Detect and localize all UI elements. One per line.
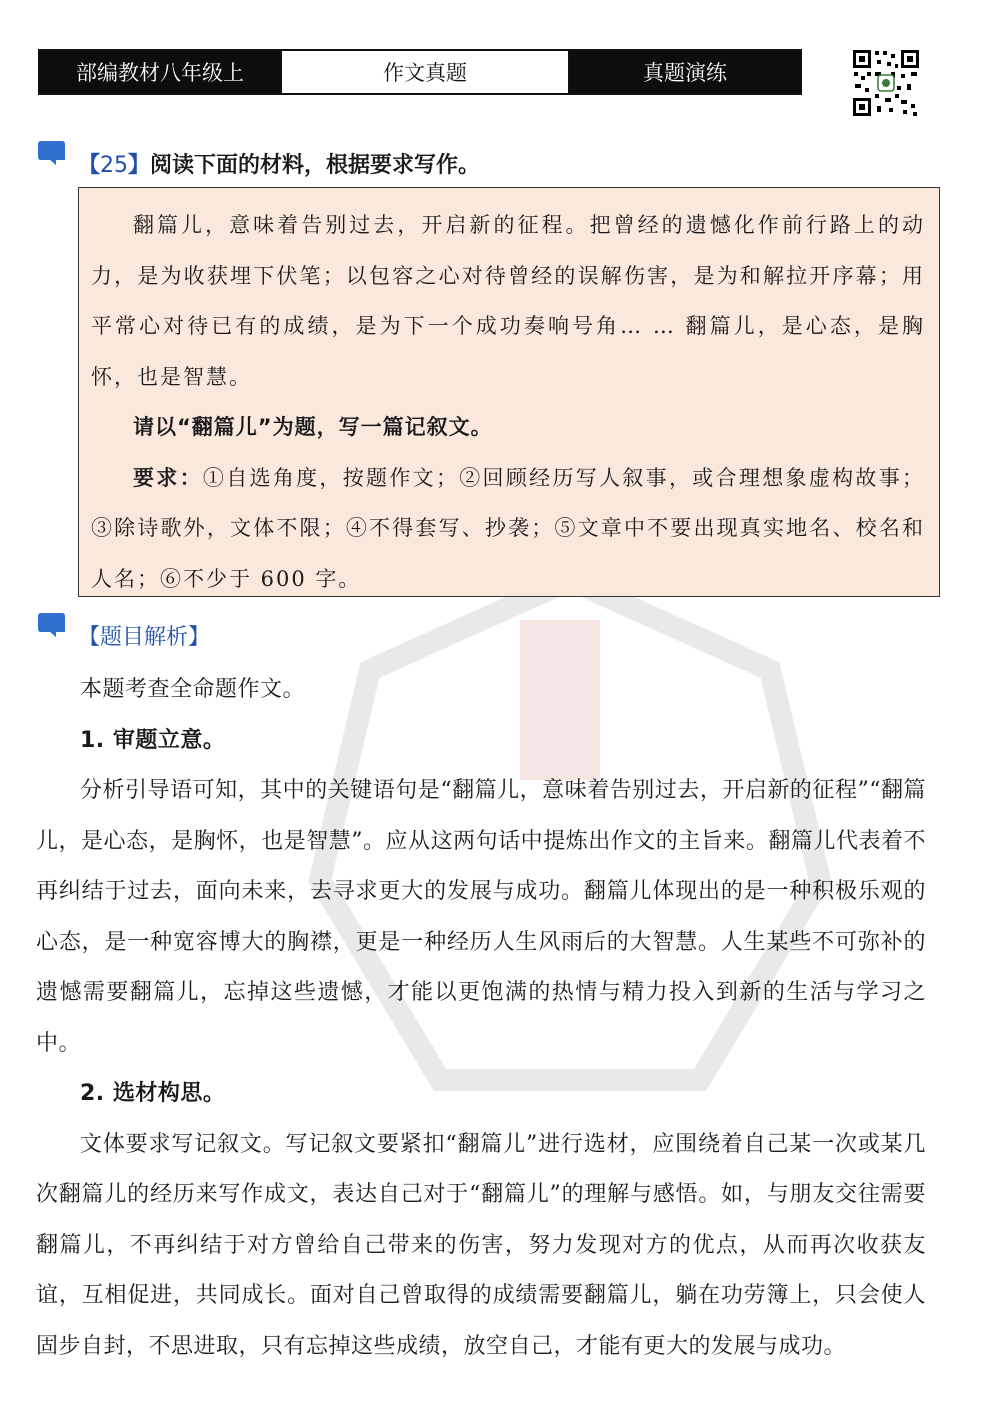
- bookmark-icon: [36, 612, 66, 638]
- analysis-body: [36, 665, 926, 1372]
- header-section: 真题演练: [570, 51, 800, 93]
- prompt-material: 翻篇儿，意味着告别过去，开启新的征程。把曾经的遗憾化作前行路上的动力，是为收获埋下伏笔；以包容之心对待曾经的误解伤害，是为和解拉开序幕；用平常心对待已有的成绩，是为下一个成功奏响号角… … 翻篇儿，是心态，是胸怀，也是智慧。: [91, 213, 925, 389]
- analysis-intro: 本题考查全命题作文。: [80, 677, 306, 702]
- question-instruction: 阅读下面的材料，根据要求写作。: [150, 153, 481, 178]
- analysis-section2-heading: 2. 选材构思。: [80, 1081, 226, 1106]
- header-grade: 部编教材八年级上: [40, 51, 280, 93]
- analysis-section1-heading: 1. 审题立意。: [80, 727, 226, 753]
- header-bar: [38, 49, 802, 95]
- bookmark-icon: [36, 140, 66, 166]
- header-category: 作文真题: [280, 51, 570, 93]
- prompt-box: [78, 187, 940, 597]
- question-number: 25: [100, 153, 129, 178]
- qr-code-icon[interactable]: [851, 48, 921, 118]
- analysis-title: 【题目解析】: [78, 625, 211, 650]
- question-title: 【25】阅读下面的材料，根据要求写作。: [78, 153, 481, 178]
- analysis-section1-text: 分析引导语可知，其中的关键语句是“翻篇儿，意味着告别过去，开启新的征程”“翻篇儿，是心态，是胸怀，也是智慧”。应从这两句话中提炼出作文的主旨来。翻篇儿代表着不再纠结于过去，面向未来，去寻求更大的发展与成功。翻篇儿体现出的是一种积极乐观的心态，是一种宽容博大的胸襟，更是一种经历人生风雨后的大智慧。人生某些不可弥补的遗憾需要翻篇儿，忘掉这些遗憾，才能以更饱满的热情与精力投入到新的生活与学习之中。: [36, 778, 926, 1056]
- requirements-label: 要求：: [133, 465, 203, 490]
- prompt-requirements: [91, 453, 925, 605]
- analysis-section2-text: 文体要求写记叙文。写记叙文要紧扣“翻篇儿”进行选材，应围绕着自己某一次或某几次翻篇儿的经历来写作成文，表达自己对于“翻篇儿”的理解与感悟。如，与朋友交往需要翻篇儿，不再纠结于对方曾给自己带来的伤害，努力发现对方的优点，从而再次收获友谊，互相促进，共同成长。面对自己曾取得的成绩需要翻篇儿，躺在功劳簿上，只会使人固步自封，不思进取，只有忘掉这些成绩，放空自己，才能有更大的发展与成功。: [36, 1131, 926, 1359]
- prompt-task: 请以“翻篇儿”为题，写一篇记叙文。: [133, 415, 493, 439]
- requirements-text: ①自选角度，按题作文；②回顾经历写人叙事，或合理想象虚构故事；③除诗歌外，文体不限；④不得套写、抄袭；⑤文章中不要出现真实地名、校名和人名；⑥不少于 600 字。: [91, 465, 926, 591]
